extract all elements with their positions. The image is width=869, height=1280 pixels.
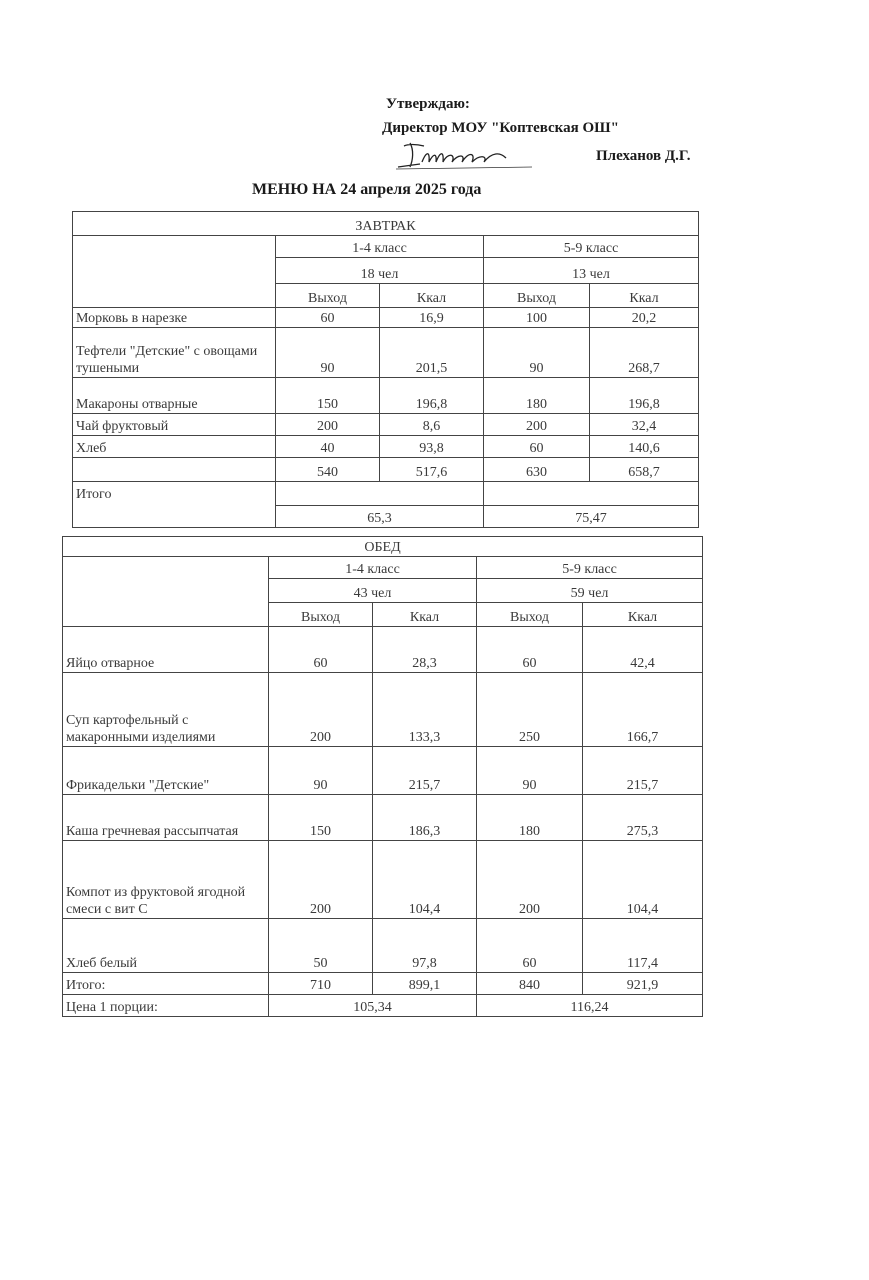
- total-cell: 710: [269, 973, 373, 995]
- cell: 140,6: [590, 436, 699, 458]
- table-row: [73, 328, 699, 378]
- col-kcal: Ккал: [373, 603, 477, 627]
- approval-label: Утверждаю:: [386, 96, 470, 112]
- cell: 200: [269, 841, 373, 919]
- dish-name: Хлеб белый: [63, 919, 269, 973]
- total-label: Итого: [73, 482, 276, 528]
- totals-row: [63, 973, 703, 995]
- dish-name: Тефтели "Детские" с овощами тушеными: [73, 328, 276, 378]
- total-cell: 840: [477, 973, 583, 995]
- price-row: [63, 995, 703, 1017]
- group-grade-2: 5-9 класс: [484, 236, 699, 258]
- cell: 196,8: [380, 378, 484, 414]
- totals-row: [73, 458, 699, 482]
- empty-cell: [276, 482, 484, 506]
- group-people-2: 59 чел: [477, 579, 703, 603]
- cell: 200: [484, 414, 590, 436]
- cell: 200: [276, 414, 380, 436]
- cell: 40: [276, 436, 380, 458]
- cell: 215,7: [583, 747, 703, 795]
- cell: 166,7: [583, 673, 703, 747]
- header-empty-cell: [63, 557, 269, 627]
- table-row: [63, 919, 703, 973]
- empty-cell: [484, 482, 699, 506]
- breakfast-section-title: ЗАВТРАК: [73, 212, 699, 236]
- cell: 180: [477, 795, 583, 841]
- cell: 133,3: [373, 673, 477, 747]
- cell: 60: [477, 627, 583, 673]
- cell: 50: [269, 919, 373, 973]
- cell: 28,3: [373, 627, 477, 673]
- cell: 32,4: [590, 414, 699, 436]
- cell: 16,9: [380, 308, 484, 328]
- cell: 90: [269, 747, 373, 795]
- group-grade-1: 1-4 класс: [276, 236, 484, 258]
- cell: 100: [484, 308, 590, 328]
- dish-name: Суп картофельный с макаронными изделиями: [63, 673, 269, 747]
- table-row: [73, 308, 699, 328]
- price-label: Цена 1 порции:: [63, 995, 269, 1017]
- total-cell: 658,7: [590, 458, 699, 482]
- price-cell: 116,24: [477, 995, 703, 1017]
- total-cell: 899,1: [373, 973, 477, 995]
- group-people-1: 43 чел: [269, 579, 477, 603]
- menu-title: МЕНЮ НА 24 апреля 2025 года: [252, 181, 482, 198]
- price-cell: 75,47: [484, 506, 699, 528]
- cell: 200: [477, 841, 583, 919]
- header-empty-cell: [73, 236, 276, 308]
- total-cell: 540: [276, 458, 380, 482]
- dish-name: Макароны отварные: [73, 378, 276, 414]
- cell: 42,4: [583, 627, 703, 673]
- table-row: [63, 747, 703, 795]
- group-people-1: 18 чел: [276, 258, 484, 284]
- cell: 201,5: [380, 328, 484, 378]
- cell: 275,3: [583, 795, 703, 841]
- cell: 90: [484, 328, 590, 378]
- lunch-section-title: ОБЕД: [63, 537, 703, 557]
- col-output: Выход: [484, 284, 590, 308]
- col-output: Выход: [269, 603, 373, 627]
- empty-cell: [73, 458, 276, 482]
- cell: 90: [477, 747, 583, 795]
- breakfast-table: [72, 211, 699, 528]
- table-row: [73, 436, 699, 458]
- cell: 215,7: [373, 747, 477, 795]
- table-row: [63, 673, 703, 747]
- director-title: Директор МОУ "Коптевская ОШ": [382, 120, 619, 136]
- cell: 150: [276, 378, 380, 414]
- table-row: [73, 414, 699, 436]
- table-row: [63, 627, 703, 673]
- cell: 150: [269, 795, 373, 841]
- table-row: [63, 841, 703, 919]
- table-row: [73, 378, 699, 414]
- col-kcal: Ккал: [583, 603, 703, 627]
- cell: 60: [477, 919, 583, 973]
- cell: 117,4: [583, 919, 703, 973]
- cell: 93,8: [380, 436, 484, 458]
- col-kcal: Ккал: [380, 284, 484, 308]
- cell: 60: [484, 436, 590, 458]
- total-cell: 921,9: [583, 973, 703, 995]
- cell: 8,6: [380, 414, 484, 436]
- col-output: Выход: [477, 603, 583, 627]
- director-name: Плеханов Д.Г.: [596, 148, 691, 164]
- dish-name: Морковь в нарезке: [73, 308, 276, 328]
- cell: 180: [484, 378, 590, 414]
- cell: 200: [269, 673, 373, 747]
- cell: 196,8: [590, 378, 699, 414]
- col-kcal: Ккал: [590, 284, 699, 308]
- total-cell: 517,6: [380, 458, 484, 482]
- cell: 104,4: [373, 841, 477, 919]
- dish-name: Яйцо отварное: [63, 627, 269, 673]
- cell: 250: [477, 673, 583, 747]
- dish-name: Компот из фруктовой ягодной смеси с вит С: [63, 841, 269, 919]
- signature: [396, 140, 536, 170]
- dish-name: Каша гречневая рассыпчатая: [63, 795, 269, 841]
- group-grade-2: 5-9 класс: [477, 557, 703, 579]
- dish-name: Хлеб: [73, 436, 276, 458]
- price-cell: 105,34: [269, 995, 477, 1017]
- col-output: Выход: [276, 284, 380, 308]
- price-cell: 65,3: [276, 506, 484, 528]
- cell: 186,3: [373, 795, 477, 841]
- dish-name: Чай фруктовый: [73, 414, 276, 436]
- cell: 268,7: [590, 328, 699, 378]
- table-row: [63, 795, 703, 841]
- cell: 97,8: [373, 919, 477, 973]
- total-cell: 630: [484, 458, 590, 482]
- total-label: Итого:: [63, 973, 269, 995]
- cell: 60: [276, 308, 380, 328]
- cell: 90: [276, 328, 380, 378]
- group-grade-1: 1-4 класс: [269, 557, 477, 579]
- group-people-2: 13 чел: [484, 258, 699, 284]
- lunch-table: [62, 536, 703, 1017]
- cell: 60: [269, 627, 373, 673]
- cell: 20,2: [590, 308, 699, 328]
- cell: 104,4: [583, 841, 703, 919]
- dish-name: Фрикадельки "Детские": [63, 747, 269, 795]
